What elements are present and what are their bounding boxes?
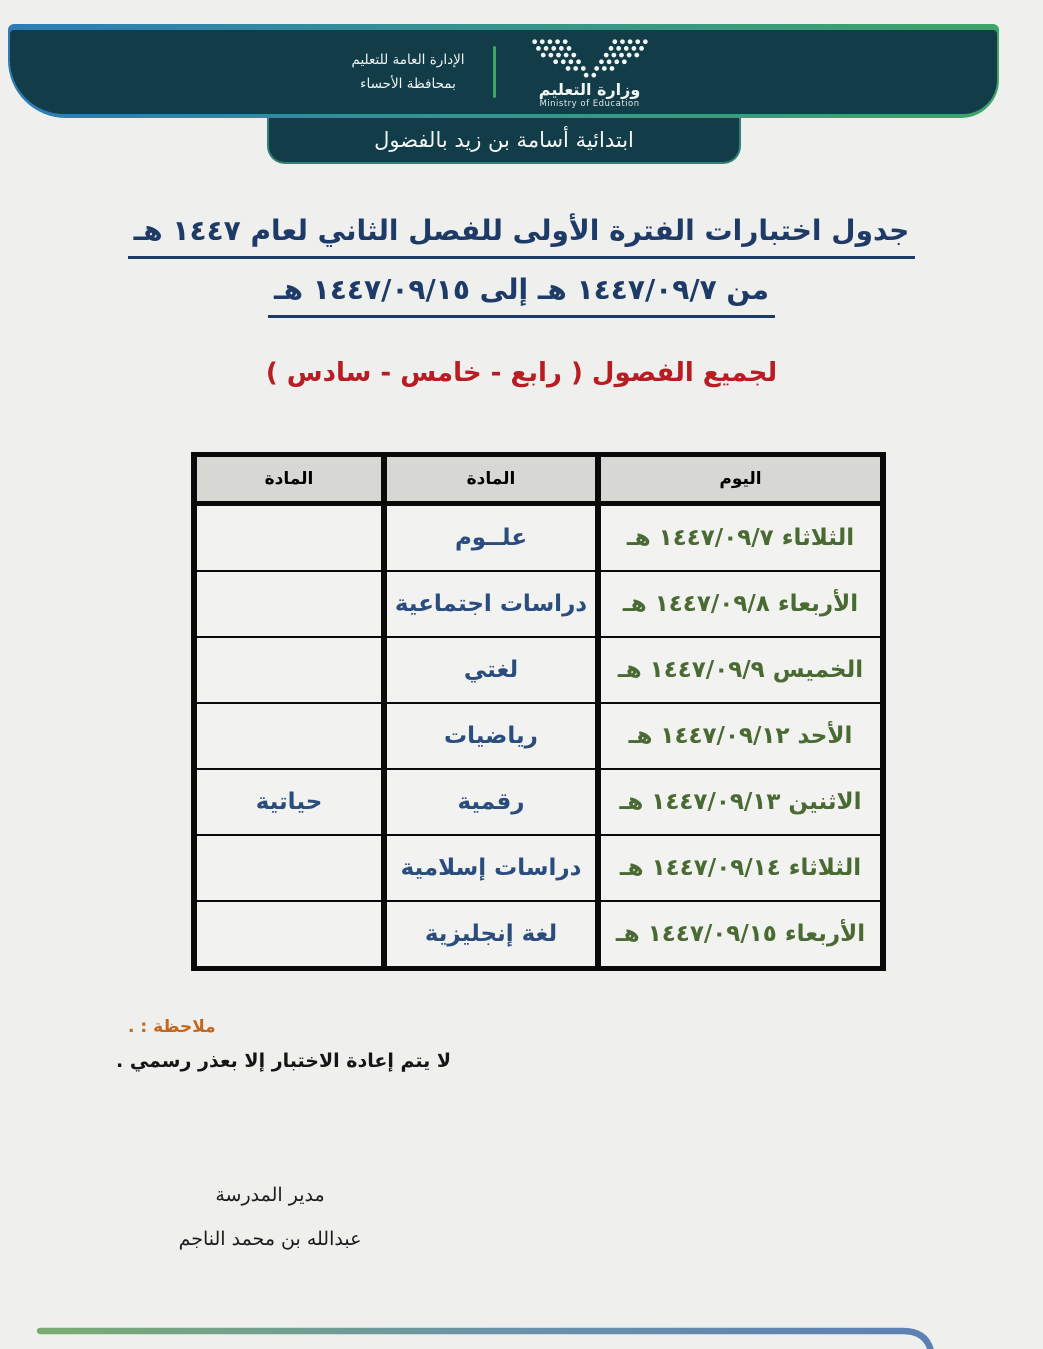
exam-table-body: [194, 504, 883, 969]
ministry-logo-block: [524, 36, 656, 109]
table-header-row: [194, 455, 883, 504]
schedule-title: جدول اختبارات الفترة الأولى للفصل الثاني لعام ١٤٤٧ هـ: [128, 214, 916, 259]
exam-subject2-cell: حياتية: [194, 769, 384, 835]
note-body: لا يتم إعادة الاختبار إلا بعذر رسمي .: [116, 1050, 452, 1072]
exam-day-cell: الاثنين ١٤٤٧/٠٩/١٣ هـ: [598, 769, 883, 835]
exam-subject-cell: علــوم: [384, 504, 598, 572]
exam-subject-cell: لغة إنجليزية: [384, 901, 598, 969]
ministry-of-education-logo-icon: [524, 36, 656, 78]
exam-subject-cell: لغتي: [384, 637, 598, 703]
footer-gradient-line: [0, 1325, 1043, 1349]
principal-name: عبدالله بن محمد الناجم: [178, 1228, 362, 1250]
column-header-day: اليوم: [598, 455, 883, 504]
table-row: [194, 637, 883, 703]
table-row: [194, 571, 883, 637]
exam-subject-cell: دراسات إسلامية: [384, 835, 598, 901]
exam-day-cell: الثلاثاء ١٤٤٧/٠٩/١٤ هـ: [598, 835, 883, 901]
admin-line1: الإدارة العامة للتعليم: [351, 52, 465, 68]
exam-subject2-cell: [194, 571, 384, 637]
signature-block: [120, 1184, 420, 1250]
column-header-subject: المادة: [384, 455, 598, 504]
exam-day-cell: الخميس ١٤٤٧/٠٩/٩ هـ: [598, 637, 883, 703]
notes-section: [0, 1017, 1043, 1072]
exam-schedule-table: [191, 452, 886, 971]
audience-grades-line: لجميع الفصول ( رابع - خامس - سادس ): [265, 358, 778, 388]
exam-subject-cell: رياضيات: [384, 703, 598, 769]
column-header-subject2: المادة: [194, 455, 384, 504]
ministry-name-arabic: وزارة التعليم: [538, 79, 641, 99]
ministry-name-english: Ministry of Education: [539, 98, 640, 109]
school-name-box: [267, 118, 741, 164]
exam-day-cell: الثلاثاء ١٤٤٧/٠٩/٧ هـ: [598, 504, 883, 572]
document-title-block: [0, 214, 1043, 318]
exam-subject-cell: دراسات اجتماعية: [384, 571, 598, 637]
note-label: ملاحظة : .: [128, 1017, 216, 1037]
schedule-date-range: من ١٤٤٧/٠٩/٧ هـ إلى ١٤٤٧/٠٩/١٥ هـ: [268, 273, 775, 318]
header-banner: [8, 24, 999, 118]
table-row: [194, 703, 883, 769]
exam-subject2-cell: [194, 835, 384, 901]
vertical-divider: [493, 46, 496, 98]
exam-subject-cell: رقمية: [384, 769, 598, 835]
table-row: [194, 769, 883, 835]
school-name: ابتدائية أسامة بن زيد بالفضول: [374, 128, 634, 152]
exam-subject2-cell: [194, 901, 384, 969]
exam-subject2-cell: [194, 637, 384, 703]
admin-line2: بمحافظة الأحساء: [360, 76, 456, 92]
education-administration-text: [351, 48, 464, 96]
exam-subject2-cell: [194, 504, 384, 572]
exam-schedule-document: [0, 24, 1043, 1349]
header-banner-content: [351, 36, 655, 109]
exam-day-cell: الأحد ١٤٤٧/٠٩/١٢ هـ: [598, 703, 883, 769]
table-row: [194, 835, 883, 901]
principal-role: مدير المدرسة: [215, 1184, 325, 1206]
table-row: [194, 504, 883, 572]
table-row: [194, 901, 883, 969]
exam-day-cell: الأربعاء ١٤٤٧/٠٩/٨ هـ: [598, 571, 883, 637]
header-banner-inner: [10, 30, 997, 114]
exam-day-cell: الأربعاء ١٤٤٧/٠٩/١٥ هـ: [598, 901, 883, 969]
exam-subject2-cell: [194, 703, 384, 769]
